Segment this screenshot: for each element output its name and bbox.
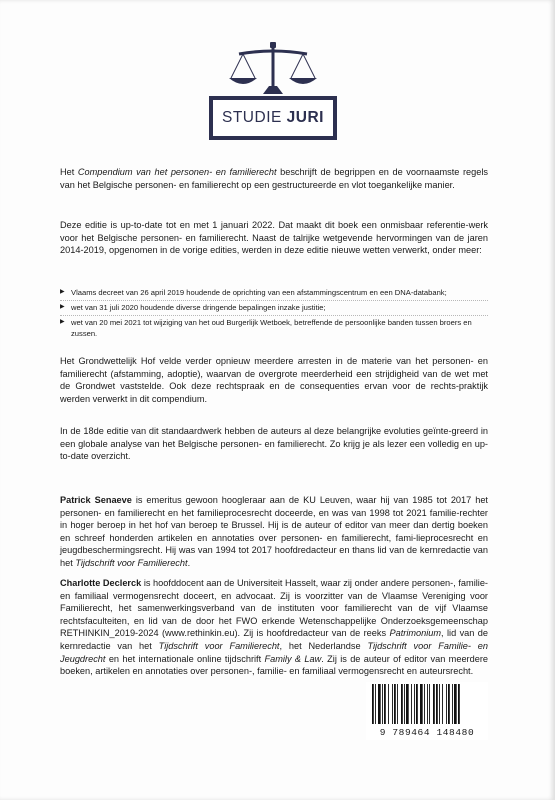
constitutional-court-paragraph: Het Grondwettelijk Hof velde verder opnieuw meerdere arresten in de materie van het personen- en familierecht (afstamming, adoptie), waarvan de overgrote meerderheid een strijdigheid van de wet met de Grondwet vaststelde. Ook deze rechtspraak en de consequenties ervan voor de rechts-praktijk werden verwerkt in dit compendium. — [60, 356, 488, 404]
edition-paragraph: In de 18de editie van dit standaardwerk hebben de auteurs al deze belangrijke evoluties geïnte-greerd in een globale analyse van het Belgische personen- en familierecht. Zo krijg je als lezer een volledig en up-to-date overzicht. — [60, 426, 488, 462]
triangle-bullet-icon: ▶ — [60, 319, 65, 325]
list-item: ▶ wet van 20 mei 2021 tot wijziging van het oud Burgerlijk Wetboek, betreffende de persoonlijke banden tussen broers en zussen. — [60, 318, 472, 338]
barcode-bars — [366, 682, 488, 726]
studie-juri-logo — [209, 38, 337, 126]
author-name: Charlotte Declerck — [60, 578, 142, 588]
logo-wordmark: STUDIE JURI — [222, 109, 324, 126]
author-bio-senaeve: Patrick Senaeve is emeritus gewoon hoogleraar aan de KU Leuven, waar hij van 1985 tot 2017 het personen- en familierecht en het familieprocesrecht doceerde, en was van 1998 tot 2021 familie-rechter in hoger beroep in het hof van beroep te Brussel. Hij is de auteur of editor van meer dan dertig boeken en schreef honderden artikelen en annotaties over personen- en familierecht, fami-lieprocesrecht en jeugdbeschermingsrecht. Hij was van 1994 tot 2017 hoofdredacteur en thans lid van de kernredactie van het Tijdschrift voor Familierecht. — [60, 495, 488, 568]
intro-paragraph-1: Het Compendium van het personen- en familierecht beschrijft de begrippen en de voornaamste regels van het Belgische personen- en familierecht op een gestructureerde en vlot toegankelijke manier. — [60, 167, 488, 190]
isbn-number: 9 789464 148480 — [379, 727, 475, 738]
new-laws-list — [60, 286, 488, 341]
list-item: ▶ wet van 31 juli 2020 houdende diverse dringende bepalingen inzake justitie; — [60, 301, 488, 316]
isbn-barcode — [366, 682, 488, 740]
logo-wordmark-box — [209, 96, 337, 140]
list-item: ▶ Vlaams decreet van 26 april 2019 houdende de oprichting van een afstammingscentrum en een DNA-databank; — [60, 286, 488, 301]
intro-paragraph-2: Deze editie is up-to-date tot en met 1 januari 2022. Dat maakt dit boek een onmisbaar referentie-werk voor het Belgische personen- en familierecht. Naast de talrijke wetgevende hervormingen van de jaren 2014-2019, opgenomen in de vorige edities, werden in deze editie nieuwe wetten verwerkt, onder meer: — [60, 220, 488, 256]
triangle-bullet-icon: ▶ — [60, 304, 65, 310]
triangle-bullet-icon: ▶ — [60, 289, 65, 295]
author-name: Patrick Senaeve — [60, 495, 132, 505]
scales-of-justice-icon — [209, 38, 337, 98]
author-bio-declerck: Charlotte Declerck is hoofddocent aan de Universiteit Hasselt, waar zij onder andere personen-, familie- en familiaal vermogensrecht doceert, en advocaat. Zij is voorzitter van de Vlaamse Vereniging voor Familierecht, het samenwerkingsverband van de instituten voor familierecht van de vijf Vlaamse rechtsfaculteiten, en lid van de door het FWO erkende Wetenschappelijke Onderzoeksgemeenschap RETHINKIN_2019-2024 (www.rethinkin.eu). Zij is hoofdredacteur van de reeks Patrimonium, lid van de kernredactie van het Tijdschrift voor Familierecht, het Nederlandse Tijdschrift voor Familie- en Jeugdrecht en het internationale online tijdschrift Family & Law. Zij is de auteur of editor van meerdere boeken, artikelen en annotaties over personen-, familie- en familiaal vermogensrecht en auteursrecht. — [60, 578, 489, 677]
